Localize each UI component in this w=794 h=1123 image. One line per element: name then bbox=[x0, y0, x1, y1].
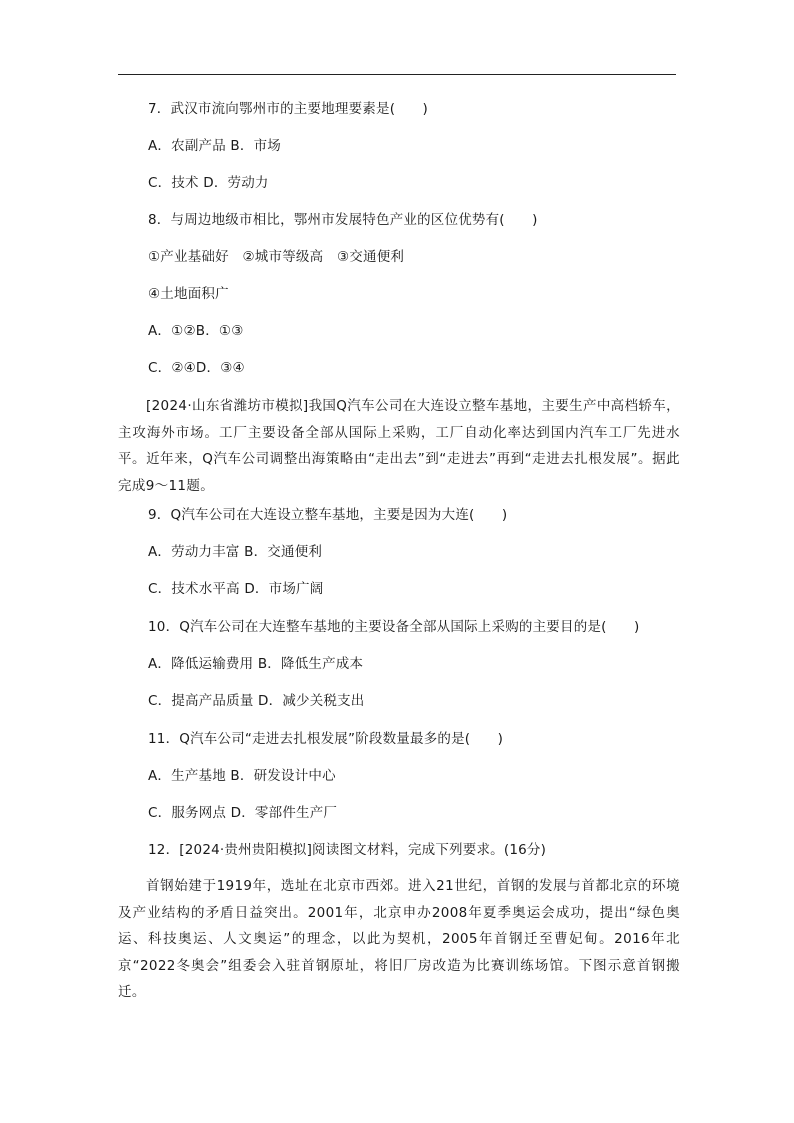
question-8-items-line-2: ④土地面积广 bbox=[148, 286, 229, 302]
question-7-stem: 7．武汉市流向鄂州市的主要地理要素是( ) bbox=[148, 101, 429, 117]
reading-material-q12: 首钢始建于1919年，选址在北京市西郊。进入21世纪，首钢的发展与首都北京的环境及产业结构的矛盾日益突出。2001年，北京申办2008年夏季奥运会成功，提出“绿色奥运、科技奥运、人文奥运”的理念，以此为契机，2005年首钢迁至曹妃甸。2016年北京“2022冬奥会”组委会入驻首钢原址，将旧厂房改造为比赛训练场馆。下图示意首钢搬迁。 bbox=[118, 878, 680, 1000]
question-11-options-cd: C．服务网点 D．零部件生产厂 bbox=[148, 805, 338, 821]
question-7-options-cd: C．技术 D．劳动力 bbox=[148, 175, 269, 191]
question-10-stem: 10．Q汽车公司在大连整车基地的主要设备全部从国际上采购的主要目的是( ) bbox=[148, 619, 640, 635]
header-rule bbox=[118, 74, 676, 75]
reading-material-q9-11: [2024·山东省潍坊市模拟]我国Q汽车公司在大连设立整车基地，主要生产中高档轿车，主攻海外市场。工厂主要设备全部从国际上采购，工厂自动化率达到国内汽车工厂先进水平。近年来，Q汽车公司调整出海策略由“走出去”到“走进去”再到“走进去扎根发展”。据此完成9～11题。 bbox=[118, 398, 680, 494]
question-9-stem: 9．Q汽车公司在大连设立整车基地，主要是因为大连( ) bbox=[148, 507, 508, 523]
question-9-options-ab: A．劳动力丰富 B．交通便利 bbox=[148, 544, 323, 560]
question-11-stem: 11．Q汽车公司“走进去扎根发展”阶段数量最多的是( ) bbox=[148, 731, 504, 747]
question-10-options-cd: C．提高产品质量 D．减少关税支出 bbox=[148, 693, 365, 709]
question-10-options-ab: A．降低运输费用 B．降低生产成本 bbox=[148, 656, 364, 672]
question-8-options-ab: A．①②B．①③ bbox=[148, 323, 244, 339]
question-8-options-cd: C．②④D．③④ bbox=[148, 360, 245, 376]
question-7-options-ab: A．农副产品 B．市场 bbox=[148, 138, 281, 154]
question-12-stem: 12．[2024·贵州贵阳模拟]阅读图文材料，完成下列要求。(16分) bbox=[148, 842, 547, 858]
question-8-items-line-1: ①产业基础好 ②城市等级高 ③交通便利 bbox=[148, 249, 405, 265]
question-11-options-ab: A．生产基地 B．研发设计中心 bbox=[148, 768, 336, 784]
question-8-stem: 8．与周边地级市相比，鄂州市发展特色产业的区位优势有( ) bbox=[148, 212, 538, 228]
question-9-options-cd: C．技术水平高 D．市场广阔 bbox=[148, 581, 324, 597]
